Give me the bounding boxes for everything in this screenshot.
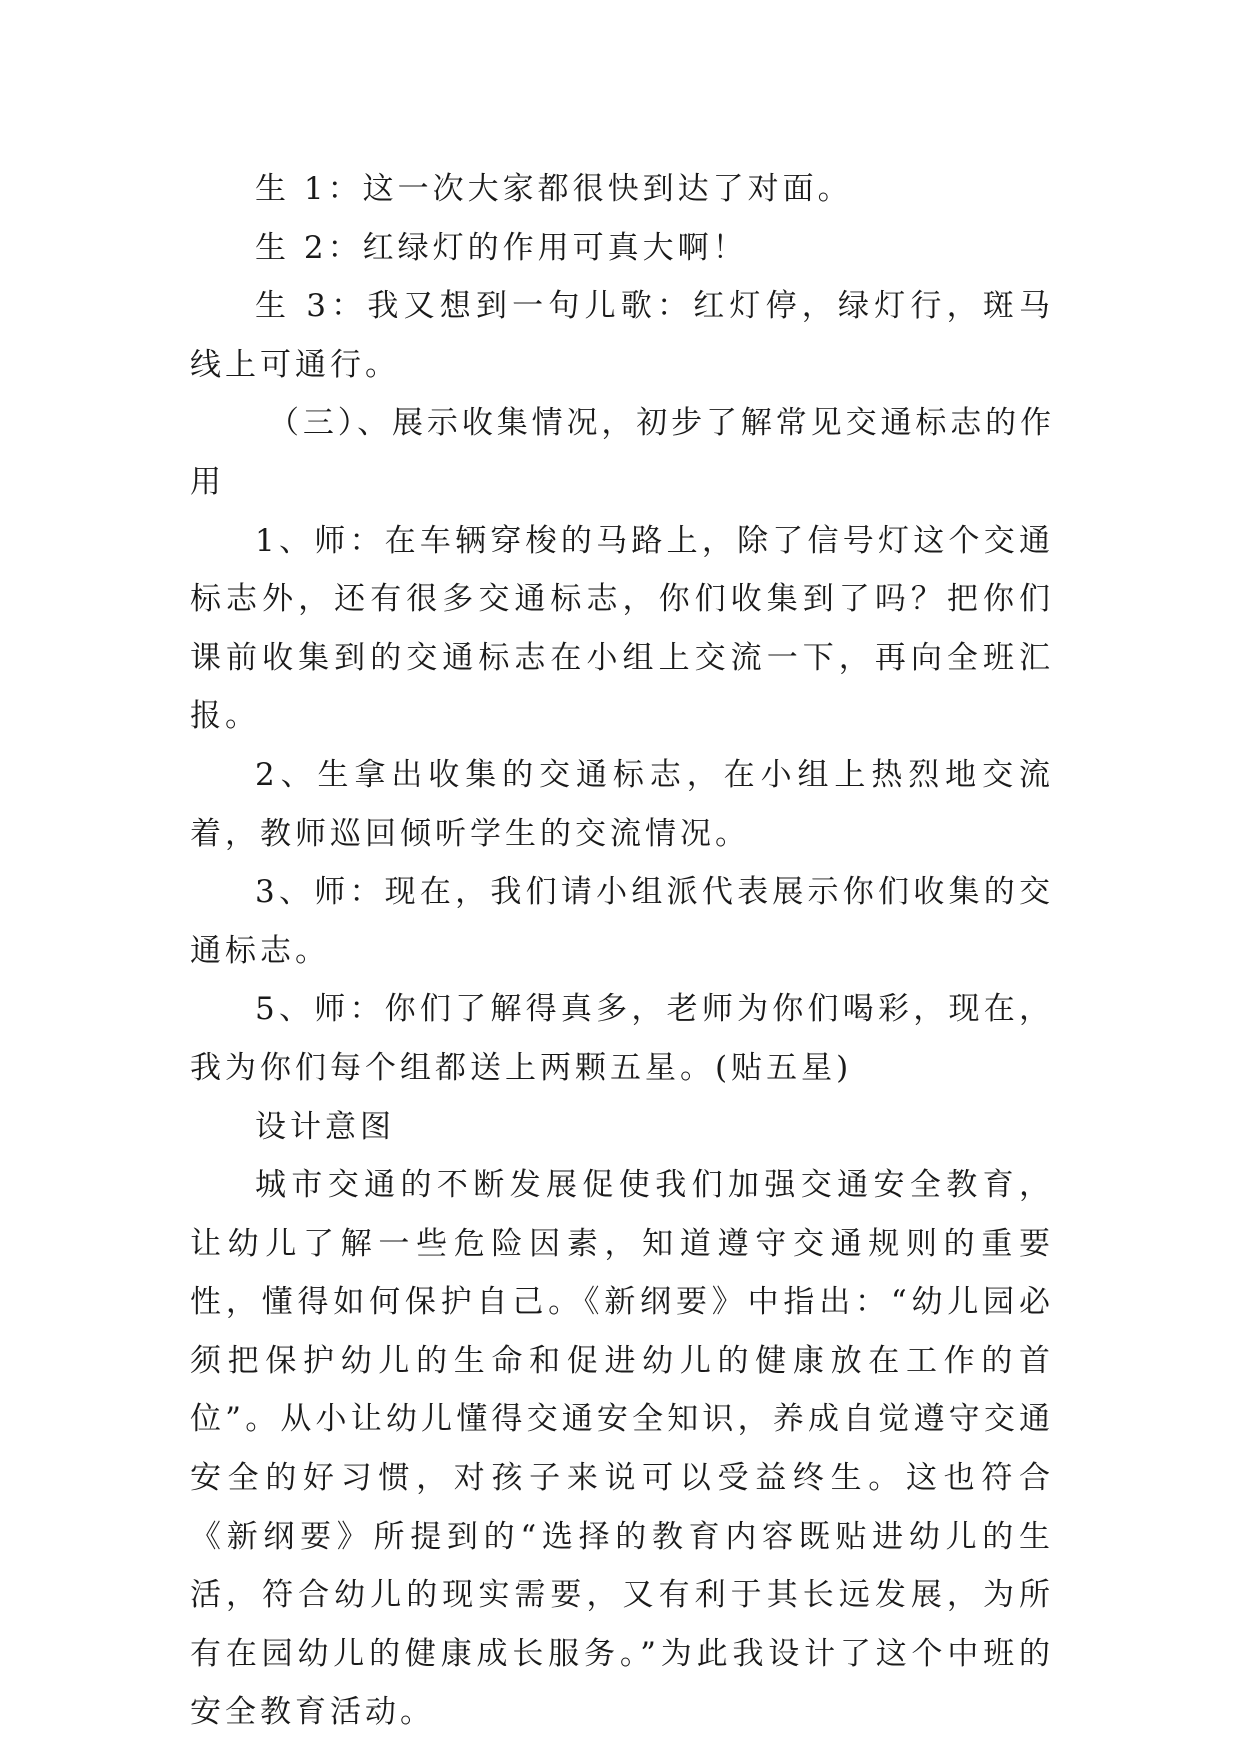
step-3-paragraph: 3、师：现在，我们请小组派代表展示你们收集的交通标志。 <box>190 874 1054 969</box>
section-heading-3: （三）、展示收集情况，初步了解常见交通标志的作用 <box>190 405 1054 500</box>
dialogue-student-1: 生 1：这一次大家都很快到达了对面。 <box>255 171 853 207</box>
dialogue-student-2: 生 2：红绿灯的作用可真大啊！ <box>255 229 748 266</box>
design-intent-paragraph: 城市交通的不断发展促使我们加强交通安全教育，让幼儿了解一些危险因素，知道遵守交通规则的重要性，懂得如何保护自己。《新纲要》中指出：“幼儿园必须把保护幼儿的生命和促进幼儿的健康放在工作的首位”。从小让幼儿懂得交通安全知识，养成自觉遵守交通安全的好习惯，对孩子来说可以受益终生。这也符合《新纲要》所提到的“选择的教育内容既贴进幼儿的生活，符合幼儿的现实需要，又有利于其长远发展，为所有在园幼儿的健康成长服务。”为此我设计了这个中班的安全教育活动。 <box>190 1167 1054 1731</box>
design-intent-heading: 设计意图 <box>255 1108 395 1145</box>
step-1-paragraph: 1、师：在车辆穿梭的马路上，除了信号灯这个交通标志外，还有很多交通标志，你们收集到了吗？把你们课前收集到的交通标志在小组上交流一下，再向全班汇报。 <box>190 522 1054 735</box>
step-2-paragraph: 2、生拿出收集的交通标志，在小组上热烈地交流着，教师巡回倾听学生的交流情况。 <box>190 756 1054 852</box>
dialogue-student-3: 生 3：我又想到一句儿歌：红灯停，绿灯行，斑马线上可通行。 <box>190 288 1054 383</box>
document-body <box>190 160 1054 1742</box>
step-5-paragraph: 5、师：你们了解得真多，老师为你们喝彩，现在，我为你们每个组都送上两颗五星。(贴五星) <box>190 991 1054 1086</box>
